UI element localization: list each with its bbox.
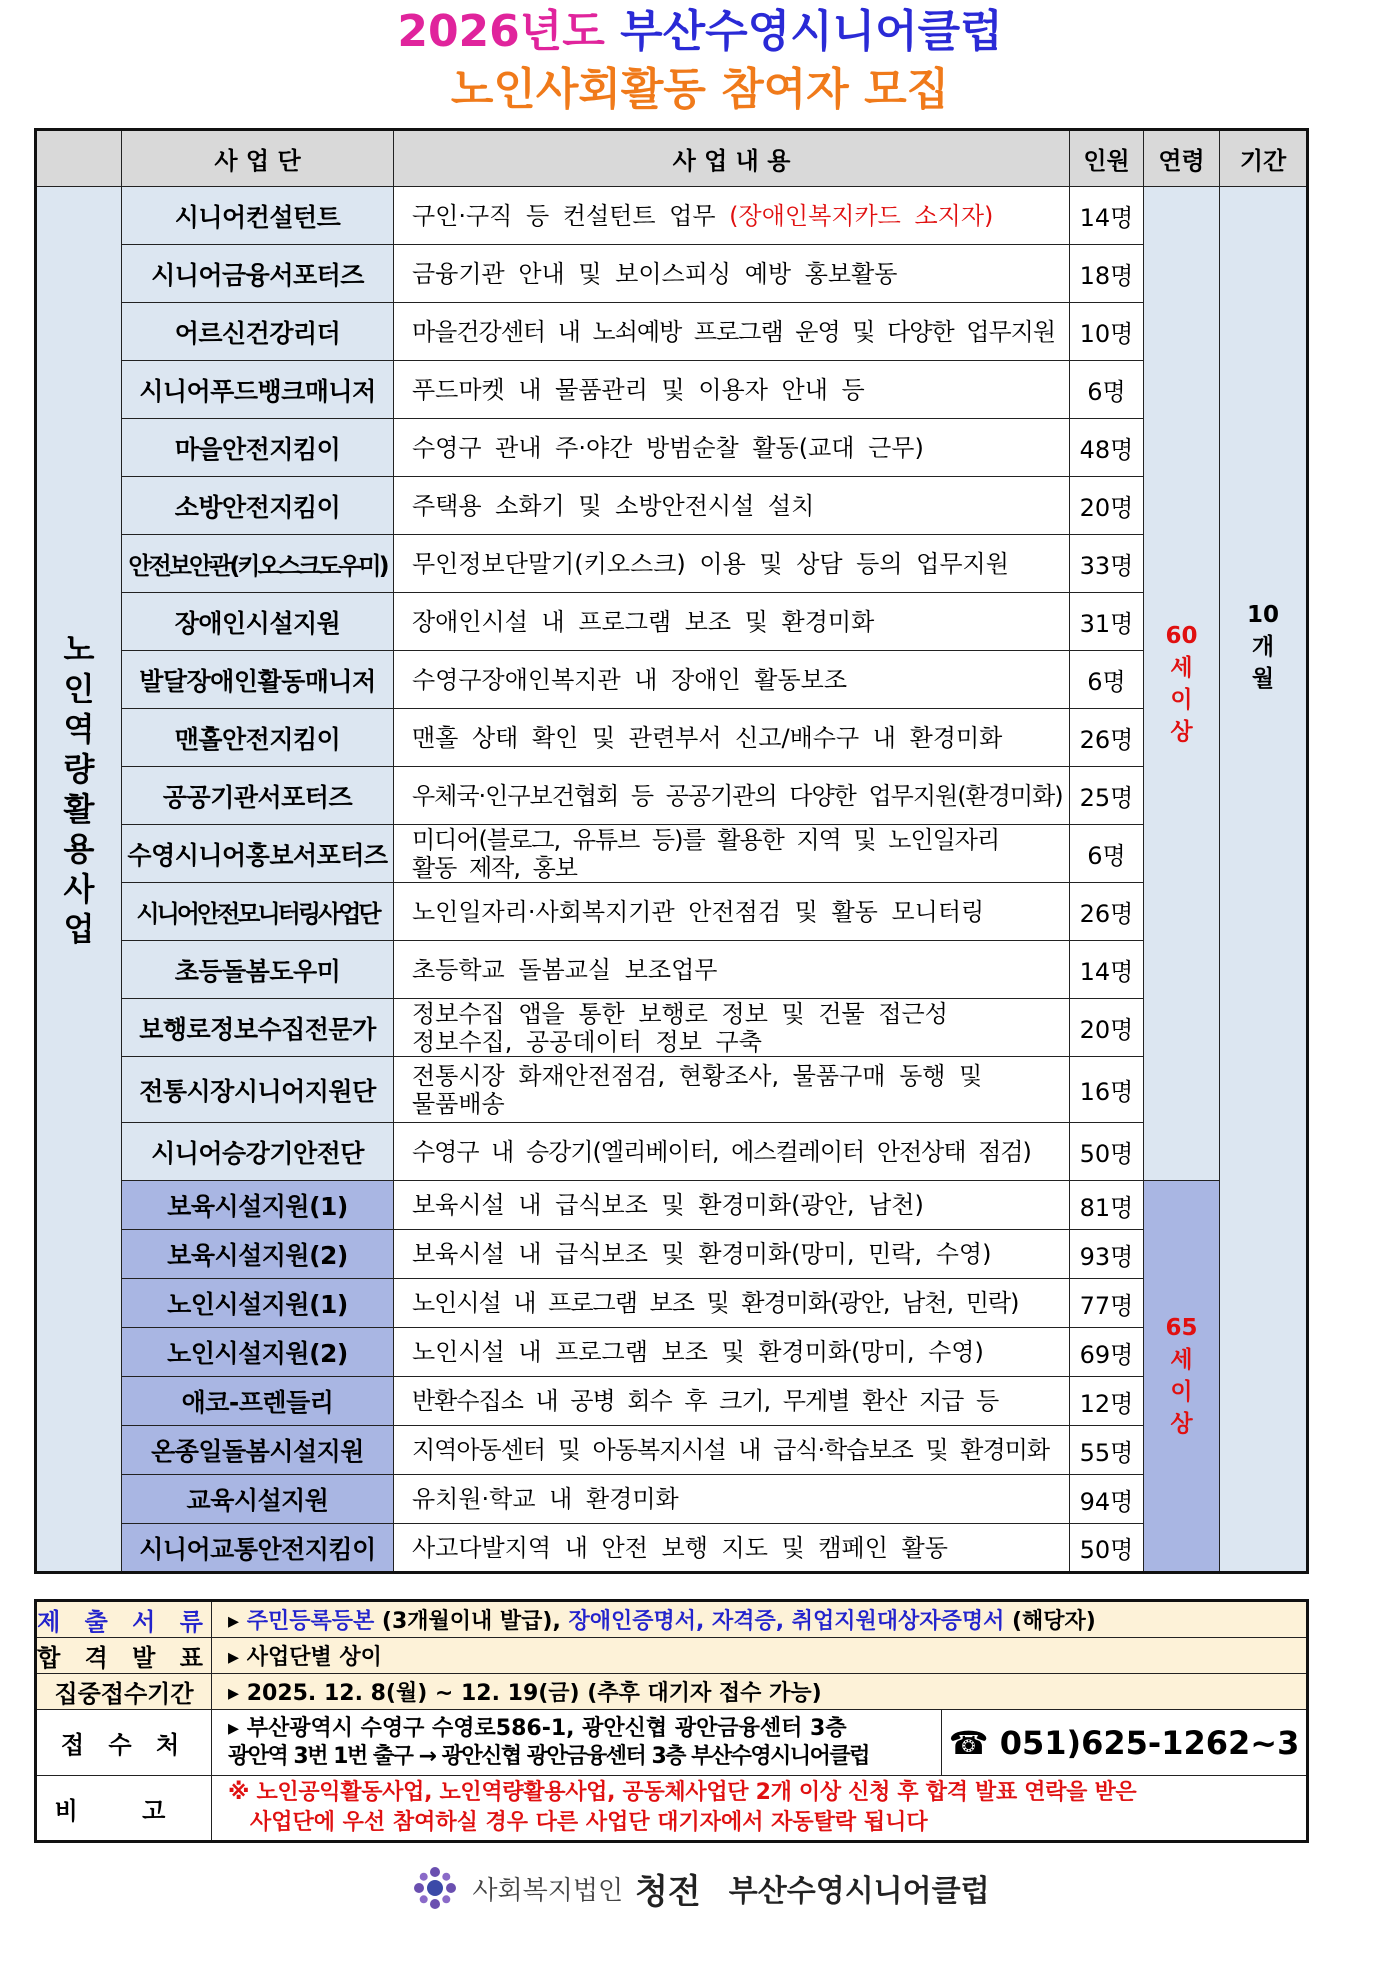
team-name: 시니어푸드뱅크매니저 (122, 361, 394, 419)
description-line: 유치원·학교 내 환경미화 (412, 1485, 679, 1513)
team-description (394, 361, 1070, 419)
team-name: 시니어금융서포터즈 (122, 245, 394, 303)
team-description (394, 709, 1070, 767)
description-line: 우체국·인구보건협회 등 공공기관의 다양한 업무지원(환경미화) (412, 781, 1063, 810)
table-row (36, 1123, 1308, 1181)
table-row (36, 245, 1308, 303)
table-row (36, 1057, 1308, 1123)
table-row (36, 1230, 1308, 1279)
table-row (36, 767, 1308, 825)
team-name: 보육시설지원(1) (122, 1181, 394, 1230)
description-line: 푸드마켓 내 물품관리 및 이용자 안내 등 (412, 375, 865, 404)
header-period: 기간 (1220, 130, 1308, 187)
description-line: 수영구 관내 주·야간 방범순찰 활동(교대 근무) (412, 433, 924, 462)
table-row (36, 419, 1308, 477)
description-line: 금융기관 안내 및 보이스피싱 예방 홍보활동 (412, 259, 898, 288)
page-title (0, 4, 1400, 60)
team-name: 교육시설지원 (122, 1475, 394, 1524)
table-row (36, 1377, 1308, 1426)
team-name: 장애인시설지원 (122, 593, 394, 651)
table-row (36, 709, 1308, 767)
table-row (36, 303, 1308, 361)
description-line: 반환수집소 내 공병 회수 후 크기, 무게별 환산 지급 등 (412, 1387, 999, 1415)
docs-part1: 주민등록등본 (246, 1609, 375, 1634)
footer-club: 부산수영시니어클럽 (728, 1874, 990, 1909)
table-row (36, 1328, 1308, 1377)
title-year: 2026년도 (397, 6, 605, 57)
description-line: 보육시설 내 급식보조 및 환경미화(망미, 민락, 수영) (412, 1240, 992, 1268)
participant-count: 93명 (1070, 1230, 1144, 1279)
participant-count: 31명 (1070, 593, 1144, 651)
team-description (394, 999, 1070, 1057)
participant-count: 94명 (1070, 1475, 1144, 1524)
place-line1: ▸ 부산광역시 수영구 수영로586-1, 광안신협 광안금융센터 3층 (228, 1715, 847, 1741)
participant-count: 16명 (1070, 1057, 1144, 1123)
description-line: 노인시설 내 프로그램 보조 및 환경미화(광안, 남천, 민락) (412, 1289, 1019, 1317)
bullet-icon: ▸ (228, 1609, 240, 1634)
footer-org-name: 청전 (635, 1871, 701, 1912)
team-name: 시니어컨설턴트 (122, 187, 394, 245)
table-row (36, 651, 1308, 709)
participant-count: 14명 (1070, 941, 1144, 999)
header-age: 연령 (1144, 130, 1220, 187)
participant-count: 77명 (1070, 1279, 1144, 1328)
table-row (36, 941, 1308, 999)
participant-count: 20명 (1070, 999, 1144, 1057)
team-name: 노인시설지원(1) (122, 1279, 394, 1328)
participant-count: 18명 (1070, 245, 1144, 303)
table-row (36, 1524, 1308, 1573)
table-row (36, 1181, 1308, 1230)
team-description (394, 941, 1070, 999)
table-row (36, 1279, 1308, 1328)
category-label (36, 187, 122, 1573)
team-name: 전통시장시니어지원단 (122, 1057, 394, 1123)
description-line: 물품배송 (412, 1089, 505, 1118)
participant-count: 20명 (1070, 477, 1144, 535)
team-description (394, 651, 1070, 709)
info-row-result (36, 1638, 1308, 1674)
team-description (394, 245, 1070, 303)
participant-count: 6명 (1070, 361, 1144, 419)
team-name: 안전보안관(키오스크도우미) (122, 535, 394, 593)
table-row (36, 1475, 1308, 1524)
place-value (212, 1710, 942, 1776)
participant-count: 69명 (1070, 1328, 1144, 1377)
team-description (394, 477, 1070, 535)
participant-count: 14명 (1070, 187, 1144, 245)
table-row (36, 593, 1308, 651)
description-line: 마을건강센터 내 노쇠예방 프로그램 운영 및 다양한 업무지원 (412, 317, 1056, 346)
age-requirement: 65 세 이 상 (1144, 1181, 1220, 1573)
team-description (394, 1475, 1070, 1524)
team-description (394, 593, 1070, 651)
info-row-note (36, 1776, 1308, 1842)
team-name: 보행로정보수집전문가 (122, 999, 394, 1057)
period-value: ▸ 2025. 12. 8(월) ~ 12. 19(금) (추후 대기자 접수 가능) (212, 1674, 1308, 1710)
title-club: 부산수영시니어클럽 (620, 6, 1003, 57)
age-requirement: 60 세 이 상 (1144, 187, 1220, 1181)
team-name: 노인시설지원(2) (122, 1328, 394, 1377)
footer-org-type: 사회복지법인 (472, 1875, 624, 1906)
description-note: (장애인복지카드 소지자) (715, 201, 994, 230)
table-row (36, 187, 1308, 245)
info-row-docs (36, 1601, 1308, 1638)
participant-count: 6명 (1070, 825, 1144, 883)
team-name: 시니어승강기안전단 (122, 1123, 394, 1181)
note-label: 비 고 (36, 1776, 212, 1842)
header-count: 인원 (1070, 130, 1144, 187)
header-desc: 사 업 내 용 (394, 130, 1070, 187)
info-row-period (36, 1674, 1308, 1710)
team-name: 소방안전지킴이 (122, 477, 394, 535)
place-label: 접 수 처 (36, 1710, 212, 1776)
org-logo-icon (410, 1863, 460, 1913)
table-row (36, 477, 1308, 535)
team-description (394, 1377, 1070, 1426)
team-description (394, 1123, 1070, 1181)
team-name: 보육시설지원(2) (122, 1230, 394, 1279)
participant-count: 55명 (1070, 1426, 1144, 1475)
description-line: 지역아동센터 및 아동복지시설 내 급식·학습보조 및 환경미화 (412, 1436, 1050, 1464)
participant-count: 26명 (1070, 709, 1144, 767)
team-name: 온종일돌봄시설지원 (122, 1426, 394, 1475)
phone-number (942, 1710, 1308, 1776)
participant-count: 12명 (1070, 1377, 1144, 1426)
docs-part4: (해당자) (1004, 1609, 1096, 1634)
table-header-row (36, 130, 1308, 187)
note-line1: ※ 노인공익활동사업, 노인역량활용사업, 공동체사업단 2개 이상 신청 후 합격 발표 연락을 받은 (228, 1780, 1137, 1805)
description-line: 수영구 내 승강기(엘리베이터, 에스컬레이터 안전상태 점검) (412, 1137, 1031, 1166)
docs-part2: (3개월이내 발급), (374, 1609, 569, 1634)
team-description (394, 1426, 1070, 1475)
team-name: 수영시니어홍보서포터즈 (122, 825, 394, 883)
participant-count: 26명 (1070, 883, 1144, 941)
participant-count: 33명 (1070, 535, 1144, 593)
team-description (394, 1328, 1070, 1377)
description-line: 주택용 소화기 및 소방안전시설 설치 (412, 491, 815, 520)
team-description (394, 825, 1070, 883)
team-description (394, 1279, 1070, 1328)
period-label: 집중접수기간 (36, 1674, 212, 1710)
table-row (36, 883, 1308, 941)
team-name: 애코-프렌들리 (122, 1377, 394, 1426)
team-name: 발달장애인활동매니저 (122, 651, 394, 709)
description-line: 노인일자리·사회복지기관 안전점검 및 활동 모니터링 (412, 897, 985, 926)
period-duration: 10 개 월 (1220, 187, 1308, 1573)
description-line: 정보수집 앱을 통한 보행로 정보 및 건물 접근성 (412, 999, 948, 1028)
place-line2: 광안역 3번 1번 출구 → 광안신협 광안금융센터 3층 부산수영시니어클럽 (228, 1743, 869, 1769)
team-description (394, 1057, 1070, 1123)
description-line: 노인시설 내 프로그램 보조 및 환경미화(망미, 수영) (412, 1338, 984, 1366)
footer (0, 1860, 1400, 1916)
table-row (36, 361, 1308, 419)
participant-count: 48명 (1070, 419, 1144, 477)
team-description (394, 187, 1070, 245)
description-line: 구인·구직 등 컨설턴트 업무 (장애인복지카드 소지자) (412, 201, 994, 230)
docs-label: 제 출 서 류 (36, 1601, 212, 1638)
description-line: 수영구장애인복지관 내 장애인 활동보조 (412, 665, 848, 694)
header-team: 사 업 단 (122, 130, 394, 187)
participant-count: 10명 (1070, 303, 1144, 361)
team-description (394, 535, 1070, 593)
team-name: 초등돌봄도우미 (122, 941, 394, 999)
description-line: 사고다발지역 내 안전 보행 지도 및 캠페인 활동 (412, 1533, 948, 1562)
phone-text: 051)625-1262~3 (999, 1723, 1300, 1762)
team-name: 시니어안전모니터링사업단 (122, 883, 394, 941)
team-description (394, 767, 1070, 825)
docs-value (212, 1601, 1308, 1638)
team-description (394, 1524, 1070, 1573)
description-line: 미디어(블로그, 유튜브 등)를 활용한 지역 및 노인일자리 (412, 825, 1000, 854)
team-description (394, 303, 1070, 361)
team-description (394, 883, 1070, 941)
participant-count: 50명 (1070, 1524, 1144, 1573)
header-blank (36, 130, 122, 187)
page-subtitle: 노인사회활동 참여자 모집 (450, 64, 950, 115)
table-row (36, 1426, 1308, 1475)
description-line: 맨홀 상태 확인 및 관련부서 신고/배수구 내 환경미화 (412, 723, 1003, 752)
description-line: 장애인시설 내 프로그램 보조 및 환경미화 (412, 607, 875, 636)
team-name: 맨홀안전지킴이 (122, 709, 394, 767)
description-line: 초등학교 돌봄교실 보조업무 (412, 955, 718, 984)
note-line2: 사업단에 우선 참여하실 경우 다른 사업단 대기자에서 자동탈락 됩니다 (250, 1810, 928, 1835)
info-table (34, 1599, 1309, 1843)
phone-icon: ☎ (948, 1723, 989, 1762)
team-description (394, 1230, 1070, 1279)
participant-count: 25명 (1070, 767, 1144, 825)
team-name: 시니어교통안전지킴이 (122, 1524, 394, 1573)
result-value: ▸ 사업단별 상이 (212, 1638, 1308, 1674)
table-row (36, 535, 1308, 593)
description-line: 보육시설 내 급식보조 및 환경미화(광안, 남천) (412, 1191, 924, 1219)
team-name: 마을안전지킴이 (122, 419, 394, 477)
description-line: 활동 제작, 홍보 (412, 853, 577, 882)
info-row-place (36, 1710, 1308, 1776)
participant-count: 81명 (1070, 1181, 1144, 1230)
participant-count: 50명 (1070, 1123, 1144, 1181)
description-line: 정보수집, 공공데이터 정보 구축 (412, 1027, 762, 1056)
table-row (36, 825, 1308, 883)
participant-count: 6명 (1070, 651, 1144, 709)
program-table (34, 128, 1309, 1574)
result-label: 합 격 발 표 (36, 1638, 212, 1674)
team-name: 공공기관서포터즈 (122, 767, 394, 825)
team-description (394, 419, 1070, 477)
description-line: 전통시장 화재안전점검, 현황조사, 물품구매 동행 및 (412, 1061, 983, 1090)
category-text: 노 인 역 량 활 용 사 업 (63, 630, 95, 948)
team-description (394, 1181, 1070, 1230)
note-value (212, 1776, 1308, 1842)
team-name: 어르신건강리더 (122, 303, 394, 361)
table-row (36, 999, 1308, 1057)
description-line: 무인정보단말기(키오스크) 이용 및 상담 등의 업무지원 (412, 549, 1009, 578)
docs-part3: 장애인증명서, 자격증, 취업지원대상자증명서 (568, 1609, 1005, 1634)
